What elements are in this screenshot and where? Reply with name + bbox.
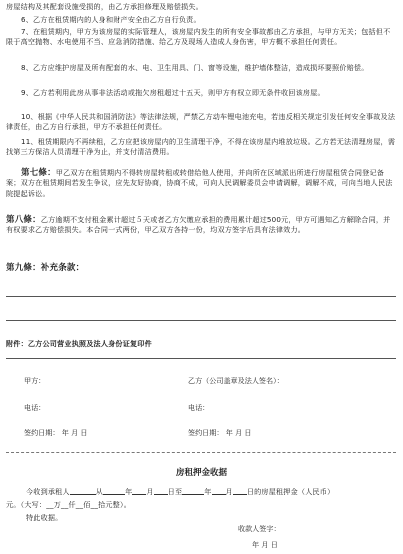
supplement-line-1	[6, 296, 396, 297]
date-a-label: 签约日期： 年 月 日	[24, 428, 88, 437]
party-b-label: 乙方（公司盖章及法人签名）：	[188, 376, 284, 385]
receiver-signature-label: 收款人签字：	[238, 524, 281, 533]
clause-8: 8、乙方应维护房屋及所有配套的水、电、卫生用具、门、窗等设施，维护墙体整洁，造成损坏要照价赔偿。	[21, 63, 369, 72]
receipt-line-2: 元。（大写：__万__仟__佰__拾元整）。	[6, 500, 131, 509]
supplement-line-2	[6, 320, 396, 321]
article-8-text: 乙方逾期不支付租金累计超过５天或者乙方欠缴应承担的费用累计超过500元，甲方可遇知乙方解除合同，并有权要求乙方赔偿损失。本合同一式两份，甲乙双方各持一份，均双方签字后具有法律效力。	[6, 215, 391, 235]
phone-b-label: 电话：	[188, 403, 210, 412]
article-7-label: 第七條：	[21, 168, 56, 178]
article-9: 第九條：补充条款：	[6, 263, 85, 273]
attachment-label: 附件：乙方公司营业执照及法人身份证复印件	[6, 339, 152, 348]
clause-6-tail: 房屋结构及其配套设施受损的，由乙方承担修理及赔偿损失。	[6, 2, 203, 11]
cut-line	[6, 452, 396, 453]
article-8-label: 第八條：	[6, 215, 41, 225]
article-8	[6, 215, 396, 236]
receipt-title: 房租押金收据	[175, 468, 227, 478]
party-a-label: 甲方：	[24, 376, 46, 385]
phone-a-label: 电话：	[24, 403, 46, 412]
clause-7: 7、在租赁期内，甲方为该房屋的实际管理人，该房屋内发生的所有安全事故都由乙方承担，与甲方无关；包括但不限于高空抛物、水电使用不当、应急消防措施、给乙方及现场人造成人身伤害，甲方概不承担任何责任。	[6, 27, 391, 47]
clause-9: 9、乙方若利用此房从事非法活动或拖欠房租超过十五天，则甲方有权立即无条件收回该房屋。	[21, 88, 325, 97]
date-b-label: 签约日期： 年 月 日	[188, 428, 252, 437]
receipt-date: 年 月 日	[252, 540, 278, 549]
receipt-line-3: 特此收据。	[26, 513, 63, 522]
clause-11: 11、租赁期限内不再续租，乙方应把该房屋内的卫生清理干净，不得在该房屋内堆放垃圾。乙方若无法清理房屋，需找第三方保洁人员清理干净为止，并支付清洁费用。	[6, 137, 396, 157]
article-7	[6, 168, 396, 199]
clause-10: 10、根据《中华人民共和国消防法》等法律法规，严禁乙方动车锂电池充电，若违反相关规定引发任何安全事故及法律责任，由乙方自行承担，甲方不承担任何责任。	[6, 112, 396, 132]
clause-6: 6、乙方在租赁期内的人身和财产安全由乙方自行负责。	[21, 15, 201, 24]
receipt-line-1: 今收到承租人 从 年 月 日至 年 月 日的房屋租押金（人民币）	[26, 487, 335, 496]
attachment-line	[6, 358, 396, 359]
article-7-text: 甲乙双方在租赁期内不得转房屋转租或转借给他人使用，并向所在区域派出所进行房屋租赁合同登记备案；双方在租赁期间若发生争议，应先友好协商，协商不成，可向人民调解委员会申请调解，调解不成，可向当地人民法院提起诉讼。	[6, 168, 393, 198]
